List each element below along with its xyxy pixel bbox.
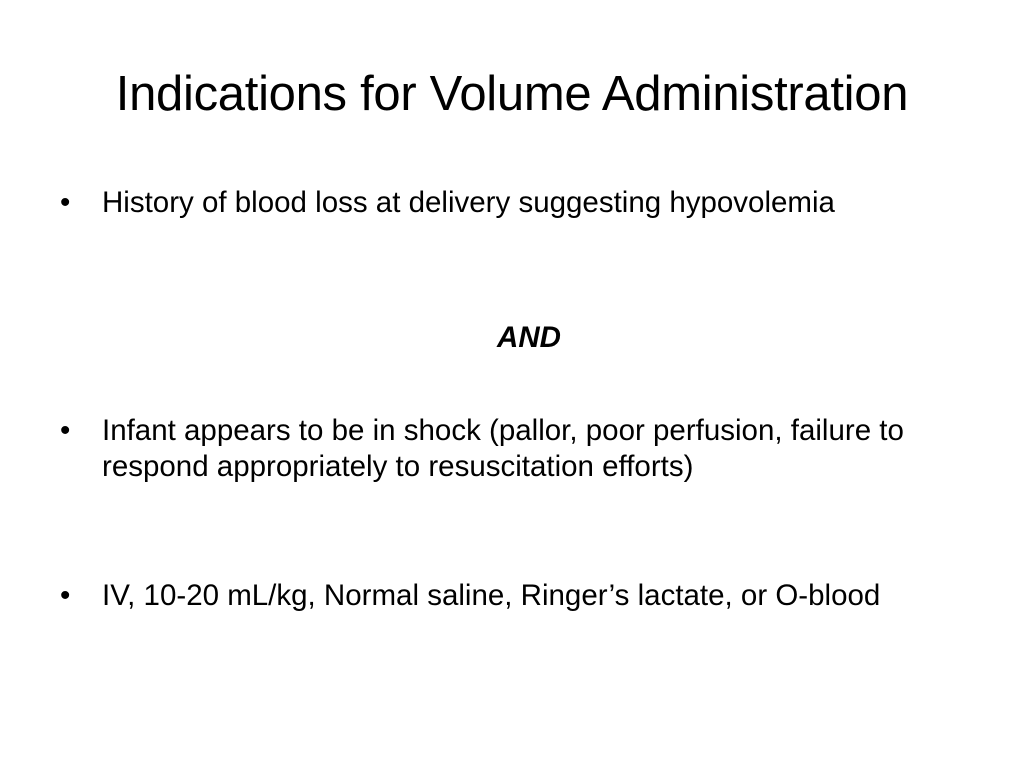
bullet-marker: • <box>60 414 71 447</box>
slide-title: Indications for Volume Administration <box>115 67 909 121</box>
and-connector: AND <box>497 321 561 354</box>
bullet-text: History of blood loss at delivery suggesting hypovolemia <box>102 186 835 219</box>
bullet-text: IV, 10-20 mL/kg, Normal saline, Ringer’s lactate, or O-blood <box>102 579 881 612</box>
bullet-item-blood-loss <box>60 180 960 226</box>
bullet-item-shock <box>60 413 960 485</box>
bullet-text: Infant appears to be in shock (pallor, poor perfusion, failure to respond appropriately to resuscitation efforts) <box>102 414 904 483</box>
bullet-marker: • <box>60 186 71 219</box>
bullet-marker: • <box>60 579 71 612</box>
bullet-item-iv-dose <box>60 578 960 614</box>
